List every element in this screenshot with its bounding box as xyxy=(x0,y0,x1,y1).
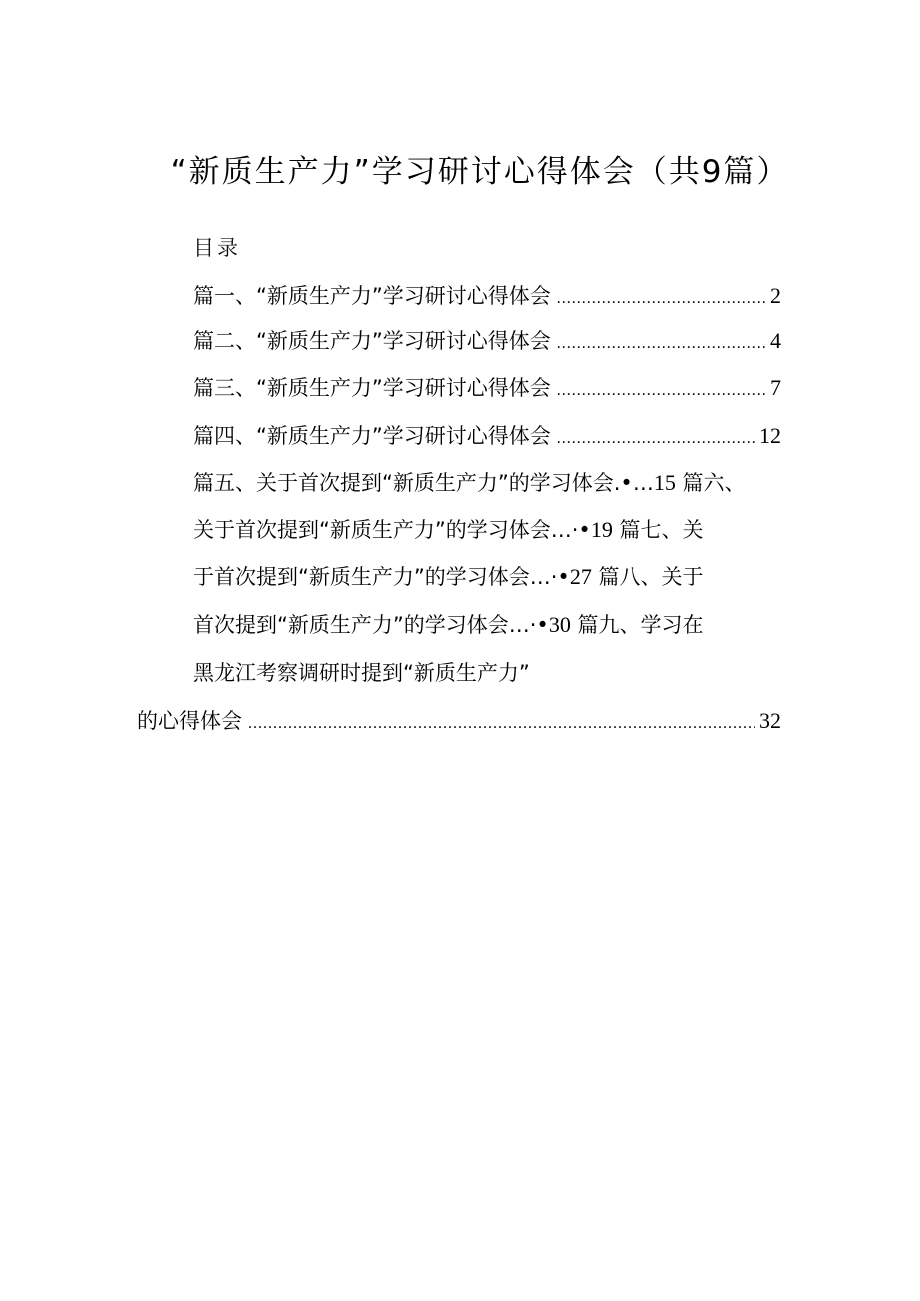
toc-runon-line-5[interactable] xyxy=(193,658,793,688)
toc-runon-tail: 篇七、关 xyxy=(619,518,704,542)
toc-runon-text: 黑龙江考察调研时提到“新质生产力” xyxy=(193,661,530,685)
toc-entry-page: 12 xyxy=(759,423,781,448)
dot-leader xyxy=(557,284,766,314)
toc-runon-tail: 篇九、学习在 xyxy=(577,613,704,637)
toc-entry-page: 2 xyxy=(770,283,781,308)
toc-entry-label: 篇三、“新质生产力”学习研讨心得体会 xyxy=(193,376,551,400)
toc-entry-2[interactable] xyxy=(193,326,781,359)
toc-heading: 目录 xyxy=(193,236,241,260)
toc-runon-line-3[interactable] xyxy=(193,562,793,592)
toc-runon-tail: 篇六、 xyxy=(682,471,746,495)
toc-entry-4[interactable] xyxy=(193,421,781,454)
toc-entry-page: 7 xyxy=(770,375,781,400)
toc-entry-page: 4 xyxy=(770,328,781,353)
toc-entry-label: 篇四、“新质生产力”学习研讨心得体会 xyxy=(193,424,551,448)
toc-entry-page: 32 xyxy=(759,708,781,733)
toc-runon-page: 15 xyxy=(653,470,676,495)
toc-entry-3[interactable] xyxy=(193,373,781,406)
toc-entry-1[interactable] xyxy=(193,281,781,314)
toc-runon-page: 19 xyxy=(590,517,613,542)
dot-leader xyxy=(557,376,766,406)
toc-runon-line-2[interactable] xyxy=(193,515,793,545)
toc-runon-page: 27 xyxy=(569,564,592,589)
toc-entry-label: 的心得体会 xyxy=(137,709,242,733)
toc-runon-line-4[interactable] xyxy=(193,610,793,640)
toc-runon-text: 关于首次提到“新质生产力”的学习体会…·• xyxy=(193,518,591,542)
toc-runon-text: 首次提到“新质生产力”的学习体会…·• xyxy=(193,613,549,637)
dot-leader xyxy=(557,329,766,359)
toc-runon-tail: 篇八、关于 xyxy=(598,565,704,589)
toc-runon-text: 篇五、关于首次提到“新质生产力”的学习体会.•… xyxy=(193,471,654,495)
document-title: “新质生产力”学习研讨心得体会（共9篇） xyxy=(170,154,790,190)
dot-leader xyxy=(557,424,755,454)
toc-runon-text: 于首次提到“新质生产力”的学习体会…·• xyxy=(193,565,570,589)
toc-runon-line-1[interactable] xyxy=(193,468,793,498)
dot-leader xyxy=(248,709,755,739)
toc-runon-page: 30 xyxy=(548,612,571,637)
toc-entry-final[interactable] xyxy=(137,706,781,739)
toc-entry-label: 篇二、“新质生产力”学习研讨心得体会 xyxy=(193,329,551,353)
toc-entry-label: 篇一、“新质生产力”学习研讨心得体会 xyxy=(193,284,551,308)
